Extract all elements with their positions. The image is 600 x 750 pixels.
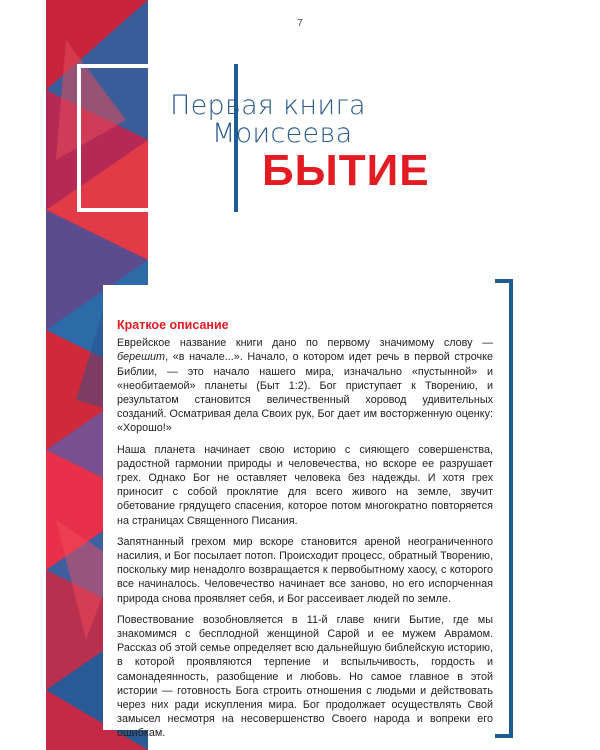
paragraph-1-start: Еврейское название книги дано по первому значимому слову — — [117, 337, 493, 350]
paragraph-2: Наша планета начинает свою историю с сияющего совершенства, радостной гармонии природы и человечества, но вскоре ее разрушает грех. Однако Бог не оставляет человека без надежды. И хотя грех приносит с собой проклятие для всего живого на земле, звучит обетование грядущего спасения, которое потом многократно повторяется на страницах Священного Писания. — [117, 443, 493, 527]
title-main: БЫТИЕ — [262, 146, 430, 195]
title-line-1: Первая книга — [170, 90, 366, 121]
paragraph-1-italic: берешит — [117, 351, 166, 364]
paragraph-1-end: , «в начале...». Начало, о котором идет речь в первой строчке Библии, — это начало нашего мира, изначально «пустынной» и «необитаемой» планеты (Быт 1:2). Бог приступает к Творению, и результатом становится величественный хоровод удивительных созданий. Осматривая дела Своих рук, Бог дает им восторженную оценку: «Хорошо!» — [117, 351, 493, 435]
book-title — [170, 92, 490, 194]
summary-section — [117, 318, 493, 748]
paragraph-3: Запятнанный грехом мир вскоре становится ареной неограниченного насилия, и Бог посылает потоп. Происходит процесс, обратный Творению, поскольку мир ненадолго возвращается к первобытному хаосу, с которого все начиналось. Человечество начинает все заново, но его испорченная природа снова проявляет себя, и Бог рассеивает людей по земле. — [117, 535, 493, 605]
paragraph-4: Повествование возобновляется в 11-й главе книги Бытие, где мы знакомимся с бесплодной женщиной Сарой и ее мужем Аврамом. Рассказ об этой семье определяет всю дальнейшую библейскую историю, в которой проявляются терпение и вспыльчивость, гордость и самонадеянность, разобщение и любовь. Но самое главное в этой истории — готовность Бога строить отношения с людьми и действовать через них ради искупления мира. Бог продолжает осуществлять Свой замысел несмотря на несовершенство Своего народа и вопреки его ошибкам. — [117, 613, 493, 740]
paragraph-1 — [117, 336, 493, 435]
text-frame-right — [495, 279, 513, 738]
title-line-2: Моисеева — [212, 118, 353, 149]
section-heading: Краткое описание — [117, 318, 229, 332]
page-number: 7 — [297, 18, 303, 29]
